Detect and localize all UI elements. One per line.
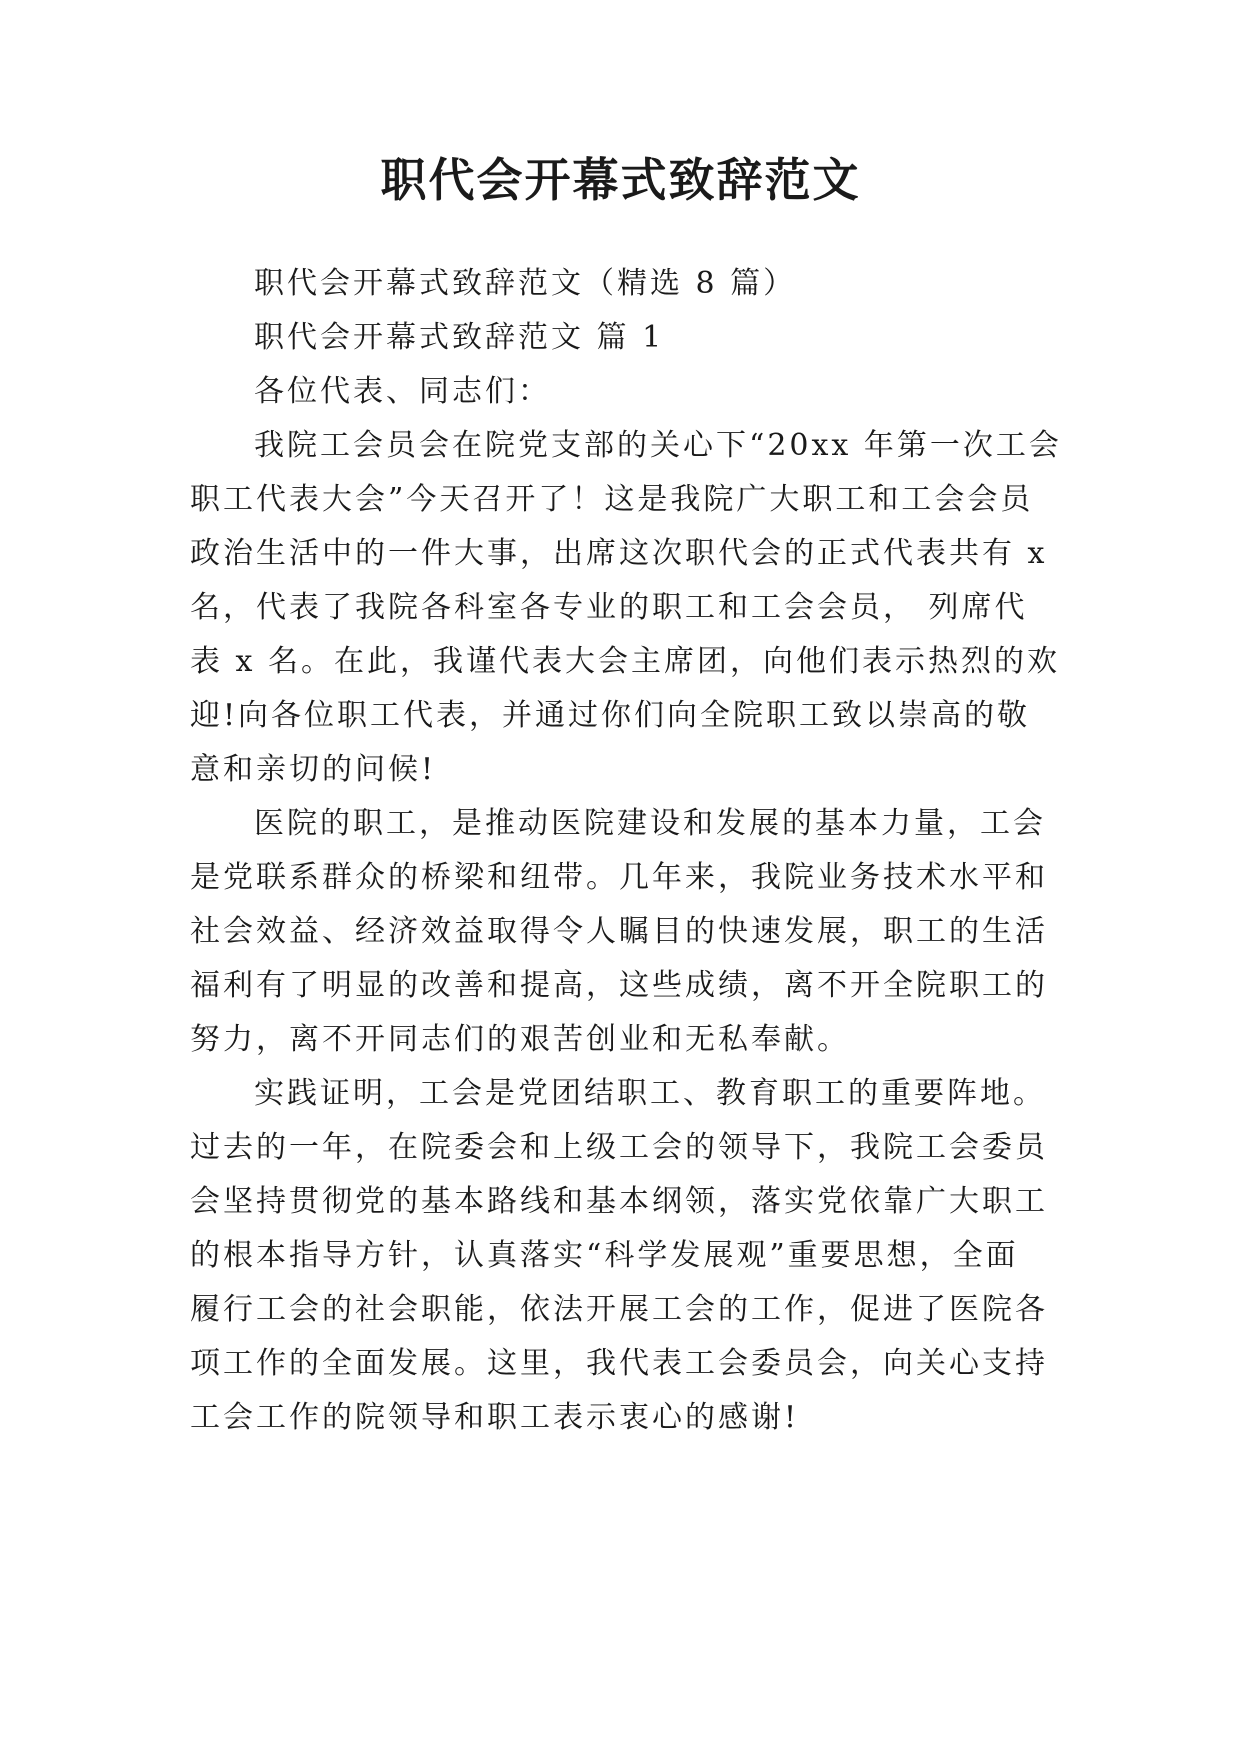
paragraph-line: 表 x 名。在此，我谨代表大会主席团，向他们表示热烈的欢 (190, 644, 1060, 679)
paragraph-line: 工会工作的院领导和职工表示衷心的感谢! (190, 1400, 800, 1435)
section-heading: 职代会开幕式致辞范文 篇 1 (254, 320, 665, 355)
paragraph-line: 医院的职工，是推动医院建设和发展的基本力量，工会 (254, 806, 1046, 841)
paragraph-line: 的根本指导方针，认真落实“科学发展观”重要思想，全面 (190, 1238, 1019, 1273)
paragraph-line: 会坚持贯彻党的基本路线和基本纲领，落实党依靠广大职工 (190, 1184, 1048, 1219)
paragraph-line: 项工作的全面发展。这里，我代表工会委员会，向关心支持 (190, 1346, 1048, 1381)
paragraph-line: 政治生活中的一件大事，出席这次职代会的正式代表共有 x (190, 536, 1048, 571)
paragraph-line: 努力，离不开同志们的艰苦创业和无私奉献。 (190, 1022, 850, 1057)
paragraph-line: 实践证明，工会是党团结职工、教育职工的重要阵地。 (254, 1076, 1046, 1111)
paragraph-line: 福利有了明显的改善和提高，这些成绩，离不开全院职工的 (190, 968, 1048, 1003)
paragraph-line: 过去的一年，在院委会和上级工会的领导下，我院工会委员 (190, 1130, 1048, 1165)
paragraph-line: 迎!向各位职工代表，并通过你们向全院职工致以崇高的敬 (190, 698, 1031, 733)
paragraph-line: 社会效益、经济效益取得令人瞩目的快速发展，职工的生活 (190, 914, 1048, 949)
paragraph-line: 是党联系群众的桥梁和纽带。几年来，我院业务技术水平和 (190, 860, 1048, 895)
subtitle-line: 职代会开幕式致辞范文（精选 8 篇） (254, 266, 797, 301)
paragraph-line: 职工代表大会”今天召开了！这是我院广大职工和工会会员 (190, 482, 1034, 517)
document-title: 职代会开幕式致辞范文 (380, 153, 861, 207)
paragraph-line: 我院工会员会在院党支部的关心下“20xx 年第一次工会 (254, 428, 1062, 463)
paragraph-line: 名，代表了我院各科室各专业的职工和工会会员， 列席代 (190, 590, 1028, 625)
paragraph-line: 履行工会的社会职能，依法开展工会的工作，促进了医院各 (190, 1292, 1048, 1327)
paragraph-line: 意和亲切的问候! (190, 752, 437, 787)
salutation-line: 各位代表、同志们： (254, 374, 551, 409)
